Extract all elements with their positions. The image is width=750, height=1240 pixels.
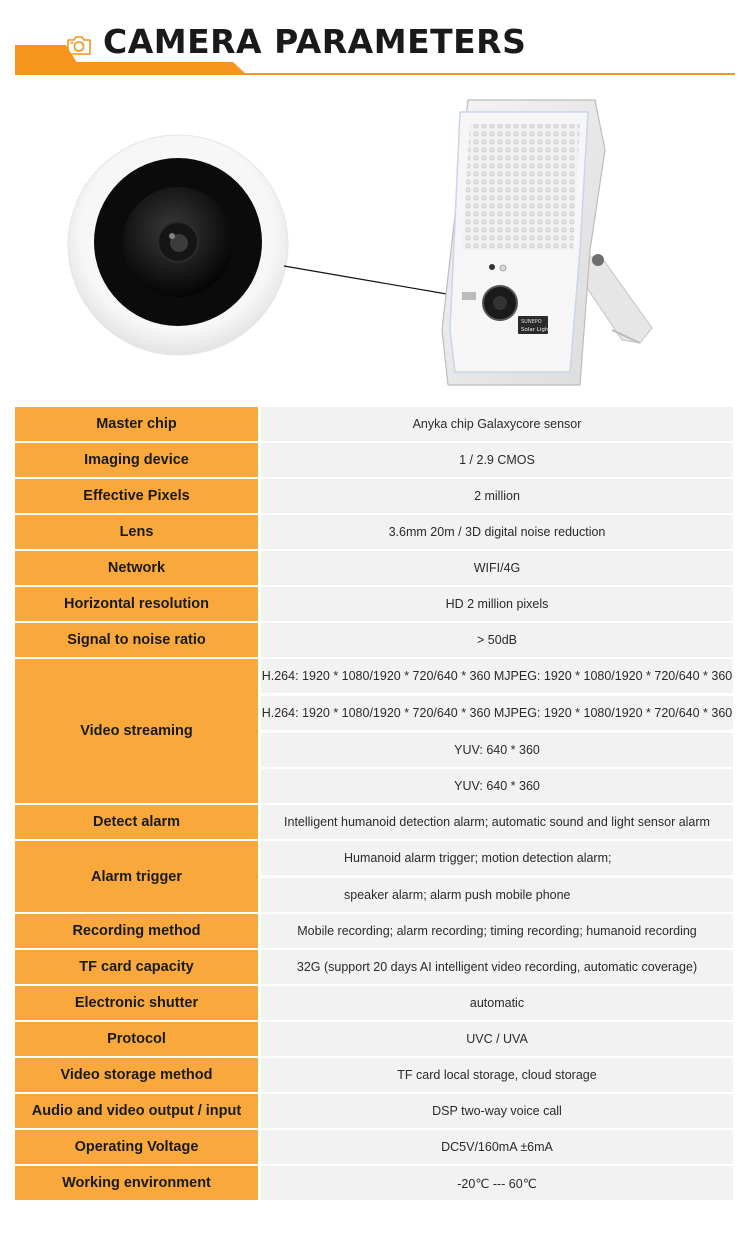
product-image xyxy=(0,90,750,400)
spec-value: Mobile recording; alarm recording; timing recording; humanoid recording xyxy=(261,914,733,948)
spec-values xyxy=(261,551,733,585)
spec-label: Protocol xyxy=(15,1022,261,1056)
spec-values xyxy=(261,623,733,657)
spec-value: 3.6mm 20m / 3D digital noise reduction xyxy=(261,515,733,549)
camera-lens-closeup xyxy=(68,135,288,355)
spec-row xyxy=(15,479,733,513)
spec-row xyxy=(15,1130,733,1164)
spec-value: YUV: 640 * 360 xyxy=(261,733,733,767)
spec-values xyxy=(261,1058,733,1092)
spec-row xyxy=(15,986,733,1020)
spec-value: HD 2 million pixels xyxy=(261,587,733,621)
page-title: CAMERA PARAMETERS xyxy=(103,22,527,61)
spec-value: 2 million xyxy=(261,479,733,513)
spec-values xyxy=(261,1094,733,1128)
spec-table xyxy=(15,407,733,1202)
spec-value: Anyka chip Galaxycore sensor xyxy=(261,407,733,441)
spec-row xyxy=(15,587,733,621)
header-divider xyxy=(15,73,735,75)
spec-values xyxy=(261,587,733,621)
spec-value: YUV: 640 * 360 xyxy=(261,769,733,803)
spec-label: Signal to noise ratio xyxy=(15,623,261,657)
product-brand-text: SUNEPO xyxy=(521,319,542,325)
spec-row xyxy=(15,515,733,549)
spec-label: Alarm trigger xyxy=(15,841,261,912)
spec-values xyxy=(261,1130,733,1164)
spec-value: Intelligent humanoid detection alarm; automatic sound and light sensor alarm xyxy=(261,805,733,839)
spec-label: Electronic shutter xyxy=(15,986,261,1020)
spec-values xyxy=(261,443,733,477)
spec-row xyxy=(15,1094,733,1128)
spec-value: DC5V/160mA ±6mA xyxy=(261,1130,733,1164)
spec-row xyxy=(15,950,733,984)
spec-values xyxy=(261,986,733,1020)
spec-label: Working environment xyxy=(15,1166,261,1200)
spec-row xyxy=(15,841,733,912)
spec-row xyxy=(15,1022,733,1056)
spec-row xyxy=(15,1166,733,1200)
spec-value: automatic xyxy=(261,986,733,1020)
spec-label: Lens xyxy=(15,515,261,549)
spec-label: Horizontal resolution xyxy=(15,587,261,621)
spec-value: TF card local storage, cloud storage xyxy=(261,1058,733,1092)
solar-light-unit xyxy=(442,100,652,385)
spec-label: Audio and video output / input xyxy=(15,1094,261,1128)
spec-label: Detect alarm xyxy=(15,805,261,839)
spec-label: Recording method xyxy=(15,914,261,948)
product-badge-text: Solar Light xyxy=(521,327,551,333)
spec-values xyxy=(261,914,733,948)
spec-value: > 50dB xyxy=(261,623,733,657)
spec-values xyxy=(261,407,733,441)
spec-values xyxy=(261,1022,733,1056)
spec-label: Effective Pixels xyxy=(15,479,261,513)
spec-values xyxy=(261,841,733,912)
spec-label: TF card capacity xyxy=(15,950,261,984)
spec-values xyxy=(261,515,733,549)
spec-values xyxy=(261,659,733,803)
spec-values xyxy=(261,479,733,513)
spec-value: -20℃ --- 60℃ xyxy=(261,1166,733,1200)
spec-row xyxy=(15,914,733,948)
spec-value: DSP two-way voice call xyxy=(261,1094,733,1128)
spec-row xyxy=(15,551,733,585)
spec-label: Network xyxy=(15,551,261,585)
camera-icon xyxy=(66,34,92,56)
spec-label: Imaging device xyxy=(15,443,261,477)
spec-values xyxy=(261,805,733,839)
spec-value: speaker alarm; alarm push mobile phone xyxy=(261,878,733,912)
spec-row xyxy=(15,623,733,657)
spec-row xyxy=(15,443,733,477)
spec-value: WIFI/4G xyxy=(261,551,733,585)
spec-values xyxy=(261,950,733,984)
spec-values xyxy=(261,1166,733,1200)
section-header xyxy=(0,0,750,80)
spec-label: Operating Voltage xyxy=(15,1130,261,1164)
spec-label: Master chip xyxy=(15,407,261,441)
spec-row xyxy=(15,805,733,839)
spec-row xyxy=(15,1058,733,1092)
spec-value: Humanoid alarm trigger; motion detection alarm; xyxy=(261,841,733,875)
spec-label: Video streaming xyxy=(15,659,261,803)
spec-value: 1 / 2.9 CMOS xyxy=(261,443,733,477)
spec-row xyxy=(15,407,733,441)
spec-value: UVC / UVA xyxy=(261,1022,733,1056)
spec-value: H.264: 1920 * 1080/1920 * 720/640 * 360 MJPEG: 1920 * 1080/1920 * 720/640 * 360 xyxy=(261,659,733,693)
spec-row xyxy=(15,659,733,803)
spec-value: 32G (support 20 days AI intelligent video recording, automatic coverage) xyxy=(261,950,733,984)
spec-value: H.264: 1920 * 1080/1920 * 720/640 * 360 MJPEG: 1920 * 1080/1920 * 720/640 * 360 xyxy=(261,696,733,730)
spec-label: Video storage method xyxy=(15,1058,261,1092)
